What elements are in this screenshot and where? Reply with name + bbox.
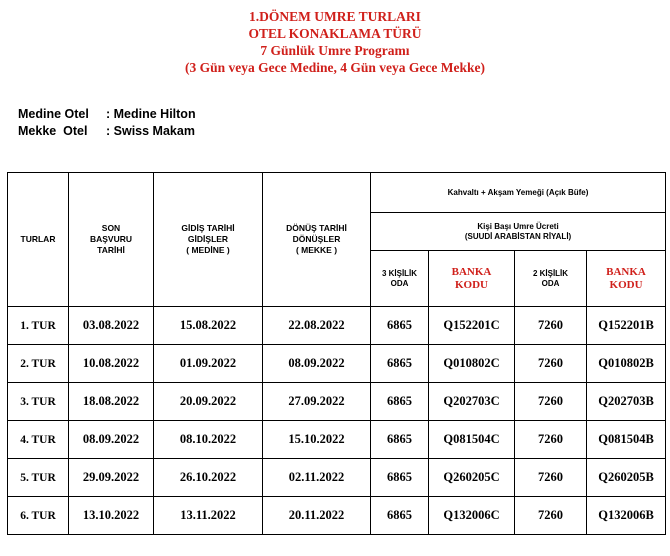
cell-banka-kodu-3: Q132006C bbox=[429, 497, 515, 535]
cell-son-basvuru: 13.10.2022 bbox=[69, 497, 154, 535]
cell-fiyat-2-kisilik: 7260 bbox=[515, 383, 587, 421]
cell-gidis: 20.09.2022 bbox=[154, 383, 263, 421]
document-title-block bbox=[0, 8, 670, 76]
cell-son-basvuru: 18.08.2022 bbox=[69, 383, 154, 421]
cell-banka-kodu-3: Q202703C bbox=[429, 383, 515, 421]
cell-gidis: 26.10.2022 bbox=[154, 459, 263, 497]
header-meal: Kahvaltı + Akşam Yemeği (Açık Büfe) bbox=[371, 173, 666, 213]
cell-fiyat-3-kisilik: 6865 bbox=[371, 383, 429, 421]
cell-banka-kodu-3: Q010802C bbox=[429, 345, 515, 383]
cell-fiyat-2-kisilik: 7260 bbox=[515, 421, 587, 459]
cell-donus: 22.08.2022 bbox=[263, 307, 371, 345]
header-son-basvuru: SON BAŞVURU TARİHİ bbox=[69, 173, 154, 307]
table-row bbox=[8, 421, 666, 459]
header-oda2: 2 KİŞİLİK ODA bbox=[515, 251, 587, 307]
cell-donus: 20.11.2022 bbox=[263, 497, 371, 535]
cell-donus: 15.10.2022 bbox=[263, 421, 371, 459]
cell-banka-kodu-3: Q081504C bbox=[429, 421, 515, 459]
cell-fiyat-3-kisilik: 6865 bbox=[371, 497, 429, 535]
cell-banka-kodu-2: Q132006B bbox=[587, 497, 666, 535]
cell-donus: 08.09.2022 bbox=[263, 345, 371, 383]
cell-fiyat-3-kisilik: 6865 bbox=[371, 459, 429, 497]
cell-tur: 6. TUR bbox=[8, 497, 69, 535]
cell-tur: 3. TUR bbox=[8, 383, 69, 421]
cell-tur: 1. TUR bbox=[8, 307, 69, 345]
hotel-mekke-label: Mekke Otel bbox=[18, 124, 88, 138]
header-turlar: TURLAR bbox=[8, 173, 69, 307]
header-donus: DÖNÜŞ TARİHİ DÖNÜŞLER ( MEKKE ) bbox=[263, 173, 371, 307]
cell-banka-kodu-2: Q260205B bbox=[587, 459, 666, 497]
cell-fiyat-3-kisilik: 6865 bbox=[371, 345, 429, 383]
header-price: Kişi Başı Umre Ücreti (SUUDİ ARABİSTAN RİYALİ) bbox=[371, 213, 666, 251]
hotel-mekke bbox=[18, 123, 196, 140]
header-oda3: 3 KİŞİLİK ODA bbox=[371, 251, 429, 307]
cell-banka-kodu-3: Q260205C bbox=[429, 459, 515, 497]
cell-son-basvuru: 03.08.2022 bbox=[69, 307, 154, 345]
cell-banka-kodu-2: Q152201B bbox=[587, 307, 666, 345]
tour-schedule-table bbox=[7, 172, 666, 535]
cell-fiyat-2-kisilik: 7260 bbox=[515, 459, 587, 497]
cell-fiyat-2-kisilik: 7260 bbox=[515, 307, 587, 345]
cell-gidis: 08.10.2022 bbox=[154, 421, 263, 459]
cell-son-basvuru: 10.08.2022 bbox=[69, 345, 154, 383]
title-line-1: 1.DÖNEM UMRE TURLARI bbox=[249, 9, 421, 24]
header-gidis: GİDİŞ TARİHİ GİDİŞLER ( MEDİNE ) bbox=[154, 173, 263, 307]
cell-fiyat-3-kisilik: 6865 bbox=[371, 421, 429, 459]
header-banka-kodu-2: BANKA KODU bbox=[587, 251, 666, 307]
cell-banka-kodu-2: Q202703B bbox=[587, 383, 666, 421]
table-row bbox=[8, 345, 666, 383]
hotel-info bbox=[18, 106, 196, 140]
title-line-2: OTEL KONAKLAMA TÜRÜ bbox=[248, 26, 422, 41]
cell-donus: 27.09.2022 bbox=[263, 383, 371, 421]
cell-banka-kodu-2: Q081504B bbox=[587, 421, 666, 459]
cell-fiyat-2-kisilik: 7260 bbox=[515, 497, 587, 535]
cell-son-basvuru: 29.09.2022 bbox=[69, 459, 154, 497]
title-line-4: (3 Gün veya Gece Medine, 4 Gün veya Gece Mekke) bbox=[185, 60, 485, 75]
table-row bbox=[8, 383, 666, 421]
cell-gidis: 01.09.2022 bbox=[154, 345, 263, 383]
cell-donus: 02.11.2022 bbox=[263, 459, 371, 497]
hotel-mekke-value: : Swiss Makam bbox=[106, 124, 195, 138]
table-row bbox=[8, 497, 666, 535]
hotel-medine-value: : Medine Hilton bbox=[106, 107, 196, 121]
cell-fiyat-3-kisilik: 6865 bbox=[371, 307, 429, 345]
header-banka-kodu-1: BANKA KODU bbox=[429, 251, 515, 307]
cell-son-basvuru: 08.09.2022 bbox=[69, 421, 154, 459]
table-row bbox=[8, 307, 666, 345]
hotel-medine-label: Medine Otel bbox=[18, 107, 89, 121]
cell-banka-kodu-3: Q152201C bbox=[429, 307, 515, 345]
cell-gidis: 13.11.2022 bbox=[154, 497, 263, 535]
cell-fiyat-2-kisilik: 7260 bbox=[515, 345, 587, 383]
table-row bbox=[8, 459, 666, 497]
cell-tur: 5. TUR bbox=[8, 459, 69, 497]
hotel-medine bbox=[18, 106, 196, 123]
cell-tur: 4. TUR bbox=[8, 421, 69, 459]
cell-tur: 2. TUR bbox=[8, 345, 69, 383]
cell-gidis: 15.08.2022 bbox=[154, 307, 263, 345]
title-line-3: 7 Günlük Umre Programı bbox=[260, 43, 410, 58]
cell-banka-kodu-2: Q010802B bbox=[587, 345, 666, 383]
